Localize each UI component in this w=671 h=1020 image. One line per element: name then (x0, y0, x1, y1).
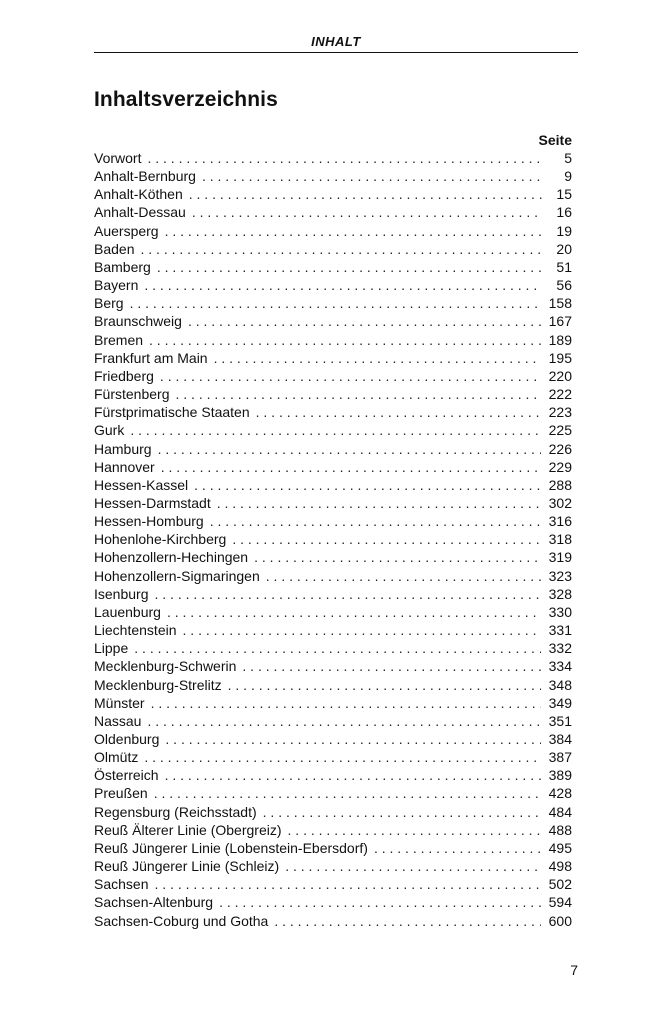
dot-leader (214, 349, 541, 367)
toc-entry-label: Sachsen-Coburg und Gotha (94, 912, 269, 929)
dot-leader (147, 149, 542, 167)
toc-entry-label: Mecklenburg-Schwerin (94, 658, 237, 675)
toc-entry (94, 276, 572, 294)
toc-entry (94, 766, 572, 784)
toc-entry-page: 389 (548, 767, 572, 784)
toc-entry (94, 203, 572, 221)
toc-entry-label: Reuß Älterer Linie (Obergreiz) (94, 821, 282, 838)
toc-entry-page: 328 (548, 585, 572, 602)
toc-entry-page: 225 (548, 422, 572, 439)
toc-entry (94, 694, 572, 712)
toc-entry (94, 312, 572, 330)
toc-entry-page: 19 (556, 222, 572, 239)
toc-entry-label: Baden (94, 240, 135, 257)
toc-entry (94, 530, 572, 548)
toc-entry-label: Fürstenberg (94, 386, 170, 403)
toc-entry (94, 784, 572, 802)
dot-leader (167, 603, 541, 621)
dot-leader (219, 893, 541, 911)
toc-entry-page: 600 (548, 912, 572, 929)
toc-entry (94, 167, 572, 185)
dot-leader (154, 585, 540, 603)
dot-leader (161, 458, 541, 476)
toc-entry-label: Münster (94, 694, 145, 711)
toc-entry-page: 348 (548, 676, 572, 693)
toc-entry-label: Gurk (94, 422, 125, 439)
toc-entry-label: Frankfurt am Main (94, 349, 208, 366)
toc-entries (94, 149, 572, 930)
toc-entry-label: Oldenburg (94, 731, 160, 747)
dot-leader (194, 476, 540, 494)
dot-leader (374, 839, 541, 857)
toc-entry-label: Österreich (94, 767, 159, 784)
table-of-contents (94, 131, 572, 930)
toc-entry-label: Sachsen-Altenburg (94, 894, 214, 911)
toc-entry-label: Anhalt-Köthen (94, 186, 183, 203)
toc-entry-label: Vorwort (94, 150, 142, 166)
toc-entry (94, 512, 572, 530)
toc-entry-page: 319 (548, 549, 572, 566)
toc-entry-page: 9 (564, 168, 572, 185)
toc-entry-label: Braunschweig (94, 313, 182, 330)
toc-entry (94, 258, 572, 276)
toc-entry-page: 51 (556, 258, 572, 275)
dot-leader (183, 621, 541, 639)
toc-entry (94, 875, 572, 893)
toc-entry (94, 676, 572, 694)
toc-entry-page: 226 (548, 440, 572, 457)
toc-entry-label: Hohenzollern-Sigmaringen (94, 567, 260, 584)
toc-entry (94, 639, 572, 657)
toc-entry (94, 349, 572, 367)
toc-entry-label: Berg (94, 295, 124, 312)
toc-entry-page: 223 (548, 404, 572, 421)
toc-entry-page: 167 (548, 313, 572, 330)
toc-entry-page: 387 (548, 749, 572, 766)
toc-entry-page: 502 (548, 876, 572, 893)
toc-entry-label: Lauenburg (94, 603, 161, 620)
toc-entry-page: 318 (548, 531, 572, 548)
toc-entry-page: 195 (548, 349, 572, 366)
toc-entry-page: 384 (548, 731, 572, 747)
dot-leader (151, 694, 541, 712)
toc-entry-page: 189 (548, 331, 572, 348)
dot-leader (165, 730, 540, 748)
dot-leader (160, 367, 541, 385)
toc-entry (94, 294, 572, 312)
toc-entry-label: Regensburg (Reichsstadt) (94, 803, 257, 820)
toc-entry (94, 821, 572, 839)
dot-leader (256, 403, 541, 421)
toc-entry (94, 603, 572, 621)
toc-entry (94, 222, 572, 240)
dot-leader (157, 258, 542, 276)
dot-leader (154, 784, 541, 802)
dot-leader (158, 440, 541, 458)
toc-entry (94, 839, 572, 857)
dot-leader (175, 385, 540, 403)
toc-column-header: Seite (538, 132, 572, 148)
toc-entry (94, 149, 572, 167)
page-number: 7 (570, 962, 578, 978)
dot-leader (154, 875, 540, 893)
toc-entry (94, 476, 572, 494)
toc-entry (94, 440, 572, 458)
toc-entry-label: Liechtenstein (94, 622, 177, 639)
toc-entry (94, 367, 572, 385)
toc-entry (94, 893, 572, 911)
dot-leader (189, 185, 542, 203)
toc-entry (94, 403, 572, 421)
header-rule (94, 52, 578, 53)
dot-leader (288, 821, 541, 839)
toc-entry-page: 349 (548, 694, 572, 711)
toc-entry (94, 748, 572, 766)
toc-entry-label: Anhalt-Dessau (94, 204, 186, 221)
dot-leader (263, 803, 541, 821)
toc-entry-page: 15 (556, 186, 572, 203)
toc-entry-page: 158 (548, 295, 572, 312)
dot-leader (134, 639, 540, 657)
toc-entry (94, 185, 572, 203)
toc-entry-page: 16 (556, 204, 572, 221)
dot-leader (144, 276, 542, 294)
dot-leader (165, 222, 542, 240)
toc-entry-label: Hannover (94, 458, 155, 475)
toc-entry (94, 803, 572, 821)
toc-entry-page: 428 (548, 785, 572, 802)
dot-leader (147, 712, 540, 730)
dot-leader (266, 567, 541, 585)
toc-entry-page: 288 (548, 476, 572, 493)
toc-entry-label: Hessen-Darmstadt (94, 494, 211, 511)
toc-entry (94, 730, 572, 748)
toc-entry-label: Bamberg (94, 258, 151, 275)
toc-entry-label: Lippe (94, 640, 129, 657)
toc-entry-label: Anhalt-Bernburg (94, 168, 196, 185)
dot-leader (210, 512, 541, 530)
dot-leader (228, 676, 541, 694)
toc-entry-label: Auersperg (94, 222, 159, 239)
toc-entry-label: Preußen (94, 785, 148, 802)
toc-entry-page: 323 (548, 567, 572, 584)
dot-leader (232, 530, 540, 548)
dot-leader (285, 857, 540, 875)
toc-entry-page: 334 (548, 658, 572, 675)
dot-leader (192, 203, 542, 221)
dot-leader (188, 312, 541, 330)
dot-leader (202, 167, 542, 185)
toc-entry-label: Olmütz (94, 749, 139, 766)
toc-entry (94, 240, 572, 258)
dot-leader (144, 748, 540, 766)
toc-entry (94, 331, 572, 349)
toc-entry-page: 330 (548, 603, 572, 620)
dot-leader (217, 494, 541, 512)
toc-entry (94, 912, 572, 930)
toc-entry-label: Hamburg (94, 440, 152, 457)
toc-entry-label: Reuß Jüngerer Linie (Schleiz) (94, 858, 280, 875)
dot-leader (130, 294, 541, 312)
dot-leader (274, 912, 540, 930)
toc-entry-page: 351 (548, 712, 572, 729)
dot-leader (165, 766, 541, 784)
toc-entry-page: 222 (548, 386, 572, 403)
dot-leader (149, 331, 541, 349)
toc-entry-page: 488 (548, 821, 572, 838)
toc-entry (94, 548, 572, 566)
toc-entry-label: Fürstprimatische Staaten (94, 404, 250, 421)
dot-leader (242, 657, 540, 675)
toc-entry (94, 712, 572, 730)
toc-entry-page: 302 (548, 494, 572, 511)
toc-entry-label: Hohenzollern-Hechingen (94, 549, 249, 566)
page-title: Inhaltsverzeichnis (94, 88, 278, 111)
toc-entry-label: Hessen-Kassel (94, 476, 189, 493)
toc-entry-page: 495 (548, 839, 572, 856)
toc-entry (94, 657, 572, 675)
toc-entry-label: Bremen (94, 331, 144, 348)
toc-entry (94, 385, 572, 403)
toc-entry-label: Sachsen (94, 876, 149, 893)
toc-entry-page: 20 (556, 240, 572, 257)
toc-entry-label: Hohenlohe-Kirchberg (94, 531, 227, 548)
toc-entry-page: 332 (548, 640, 572, 657)
toc-entry-page: 498 (548, 858, 572, 875)
toc-entry-page: 229 (548, 458, 572, 475)
toc-entry-page: 316 (548, 513, 572, 530)
toc-entry (94, 857, 572, 875)
toc-entry (94, 621, 572, 639)
toc-entry-page: 5 (564, 150, 572, 166)
toc-entry (94, 494, 572, 512)
toc-entry-label: Hessen-Homburg (94, 513, 204, 530)
toc-entry (94, 458, 572, 476)
toc-entry-label: Reuß Jüngerer Linie (Lobenstein-Ebersdorf) (94, 839, 368, 856)
toc-entry-page: 484 (548, 803, 572, 820)
toc-entry (94, 585, 572, 603)
toc-entry-page: 594 (548, 894, 572, 911)
toc-entry (94, 421, 572, 439)
toc-entry-page: 56 (556, 277, 572, 294)
toc-entry-label: Nassau (94, 712, 142, 729)
toc-entry (94, 567, 572, 585)
dot-leader (130, 421, 540, 439)
toc-entry-label: Bayern (94, 277, 139, 294)
toc-entry-page: 220 (548, 367, 572, 384)
dot-leader (140, 240, 542, 258)
dot-leader (254, 548, 541, 566)
toc-entry-label: Mecklenburg-Strelitz (94, 676, 222, 693)
toc-entry-page: 331 (548, 622, 572, 639)
toc-entry-label: Friedberg (94, 367, 154, 384)
toc-entry-label: Isenburg (94, 585, 149, 602)
running-header: INHALT (311, 34, 361, 49)
